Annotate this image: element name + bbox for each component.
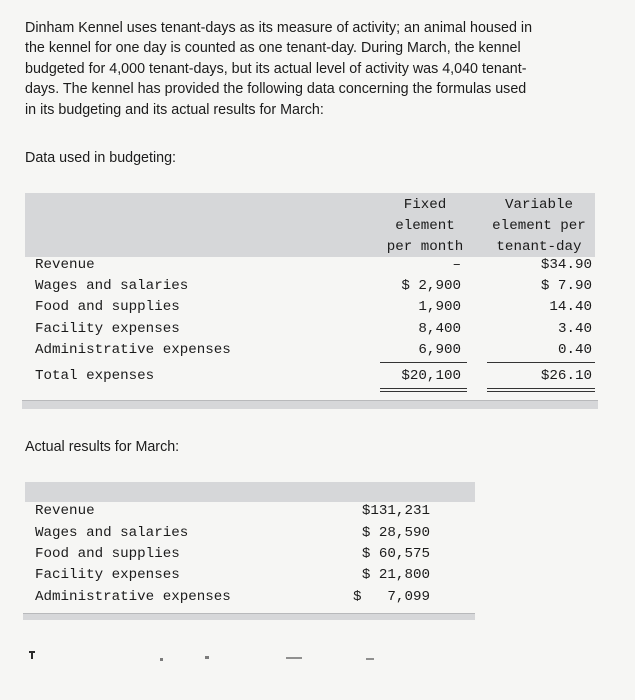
table-footer-band bbox=[23, 613, 475, 620]
total-double-rule bbox=[380, 388, 467, 389]
table-row: Revenue $131,231 bbox=[35, 503, 430, 519]
table-row: Administrative expenses 6,900 0.40 bbox=[35, 342, 592, 358]
problem-line: the kennel for one day is counted as one tenant-day. During March, the kennel bbox=[25, 40, 521, 57]
table-row: Wages and salaries $ 2,900 $ 7.90 bbox=[35, 278, 592, 294]
problem-line: budgeted for 4,000 tenant-days, but its actual level of activity was 4,040 tenant- bbox=[25, 60, 527, 77]
subtotal-rule bbox=[487, 362, 595, 363]
actual-heading: Actual results for March: bbox=[25, 439, 180, 455]
cutoff-mark bbox=[31, 651, 33, 659]
subtotal-rule bbox=[380, 362, 467, 363]
cutoff-mark bbox=[205, 656, 209, 659]
budget-heading: Data used in budgeting: bbox=[25, 150, 177, 166]
actual-results-table bbox=[25, 482, 475, 622]
table-row: Facility expenses $ 21,800 bbox=[35, 567, 430, 583]
table-row: Administrative expenses $ 7,099 bbox=[35, 589, 430, 605]
problem-line: in its budgeting and its actual results for March: bbox=[25, 101, 324, 118]
total-double-rule bbox=[380, 391, 467, 392]
problem-line: Dinham Kennel uses tenant-days as its measure of activity; an animal housed in bbox=[25, 20, 533, 36]
table-row: Revenue – $34.90 bbox=[35, 257, 592, 273]
cutoff-mark bbox=[286, 657, 302, 659]
problem-statement bbox=[25, 18, 600, 120]
table-row: Food and supplies $ 60,575 bbox=[35, 546, 430, 562]
table-row: Facility expenses 8,400 3.40 bbox=[35, 321, 592, 337]
cutoff-mark bbox=[366, 658, 374, 660]
total-row: Total expenses $20,100 $26.10 bbox=[35, 368, 592, 384]
table-header-band bbox=[25, 482, 475, 502]
variable-column-header: Variable element per tenant-day bbox=[492, 197, 586, 255]
table-row: Food and supplies 1,900 14.40 bbox=[35, 299, 592, 315]
problem-line: days. The kennel has provided the following data concerning the formulas used bbox=[25, 81, 527, 98]
table-row: Wages and salaries $ 28,590 bbox=[35, 525, 430, 541]
total-double-rule bbox=[487, 391, 595, 392]
table-footer-band bbox=[22, 400, 598, 409]
fixed-column-header: Fixed element per month bbox=[386, 197, 464, 255]
total-double-rule bbox=[487, 388, 595, 389]
cutoff-mark bbox=[160, 658, 163, 661]
budget-table bbox=[25, 193, 595, 409]
